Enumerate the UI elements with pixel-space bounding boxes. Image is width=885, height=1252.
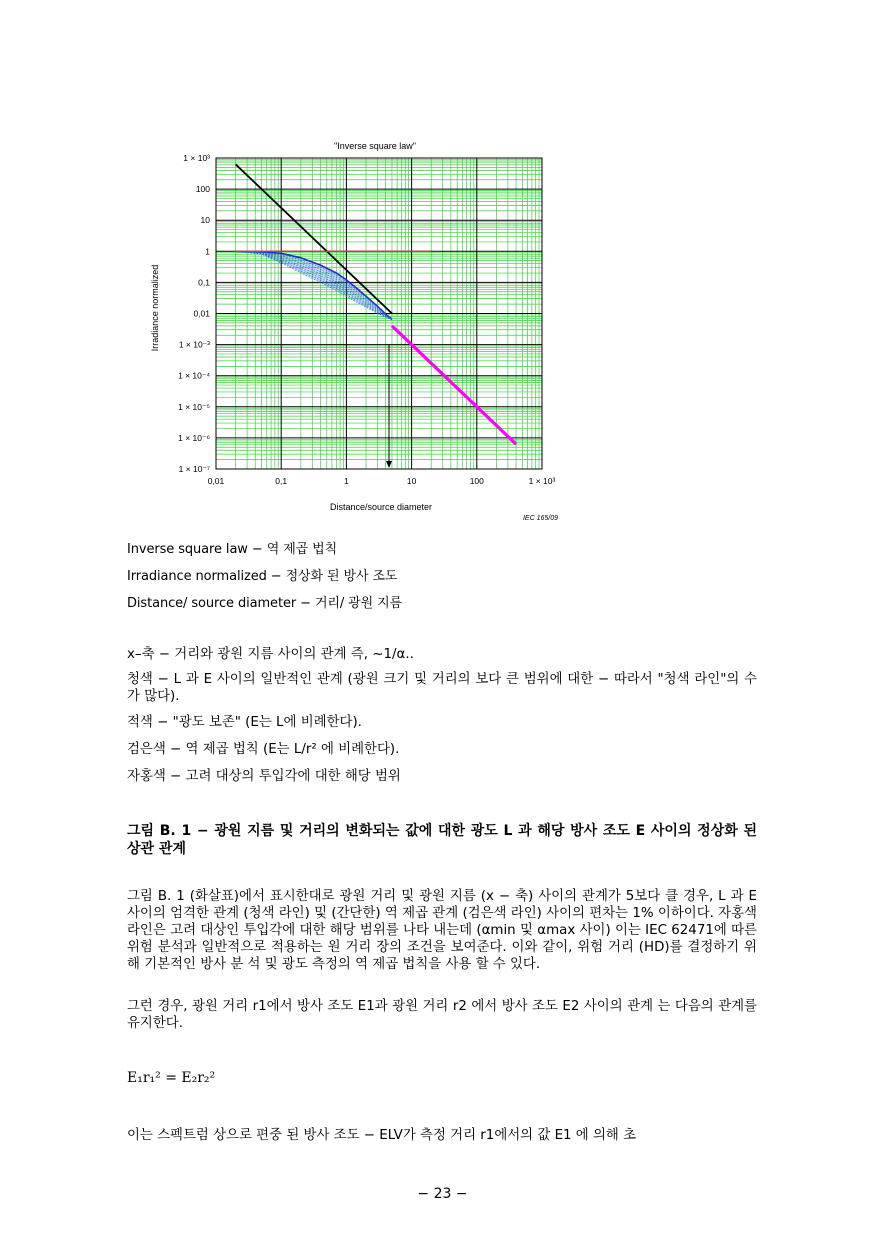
translation-line-1: Inverse square law − 역 제곱 법칙 (127, 542, 338, 557)
y-tick-label: 1 × 10³ (183, 153, 210, 163)
chart-title: "Inverse square law" (334, 141, 416, 151)
legend-blue: 청색 − L 과 E 사이의 일반적인 관계 (광원 크기 및 거리의 보다 큰 범위에 대한 − 따라서 "청색 라인"의 수가 많다). (127, 672, 757, 704)
y-tick-label: 1 × 10⁻⁴ (177, 370, 210, 381)
x-tick-label: 0,1 (275, 476, 288, 486)
y-tick-label: 100 (195, 184, 210, 195)
x-axis-label: Distance/source diameter (329, 502, 433, 512)
x-tick-label: 0,01 (207, 476, 225, 486)
x-tick-label: 1 × 10³ (528, 476, 556, 486)
page-number: − 23 − (417, 1186, 468, 1202)
translation-line-2: Irradiance normalized − 정상화 된 방사 조도 (127, 569, 398, 584)
plot-area (178, 153, 556, 486)
source-note: IEC 165/09 (522, 515, 558, 522)
y-tick-label: 0,1 (198, 277, 210, 288)
x-tick-label: 100 (469, 476, 484, 486)
y-tick-label: 1 × 10⁻⁶ (178, 432, 210, 443)
legend-magenta: 자홍색 − 고려 대상의 투입각에 대한 해당 범위 (127, 769, 401, 784)
y-tick-label: 1 (205, 246, 210, 257)
legend-black: 검은색 − 역 제곱 법칙 (E는 L/r² 에 비례한다). (127, 742, 400, 757)
y-axis-label: Irradiance normalized (150, 264, 160, 352)
legend-red: 적색 − "광도 보존" (E는 L에 비례한다). (127, 715, 362, 730)
y-tick-label: 1 × 10⁻⁷ (178, 464, 210, 474)
series-line (236, 164, 392, 313)
legend-x-axis: x–축 − 거리와 광원 지름 사이의 관계 즉, ~1/α.. (127, 647, 414, 662)
arrow-head (386, 461, 392, 468)
translation-line-3: Distance/ source diameter − 거리/ 광원 지름 (127, 596, 403, 611)
x-tick-label: 1 (344, 476, 349, 486)
body-paragraph-2: 그런 경우, 광원 거리 r1에서 방사 조도 E1과 광원 거리 r2 에서 방사 조도 E2 사이의 관계 는 다음의 관계를 유지한다. (127, 999, 757, 1031)
formula: E₁r₁² = E₂r₂² (127, 1070, 216, 1086)
body-paragraph-3: 이는 스펙트럼 상으로 편중 된 방사 조도 − ELV가 측정 거리 r1에서의 값 E1 에 의해 초 (127, 1128, 637, 1143)
y-tick-label: 0,01 (193, 308, 210, 319)
irradiance-chart (148, 136, 568, 526)
y-tick-label: 1 × 10⁻³ (178, 339, 210, 350)
y-tick-label: 10 (200, 215, 210, 226)
body-paragraph-1: 그림 B. 1 (화살표)에서 표시한대로 광원 거리 및 광원 지름 (x − 축) 사이의 관계가 5보다 클 경우, L 과 E 사이의 엄격한 관계 (청색 라인) 및 (간단한) 역 제곱 관계 (검은색 라인) 사이의 편차는 1% 이하이다. 자홍색 라인은 고려 대상인 투입각에 대한 해당 범위를 나타 내는데 (αmin 및 αmax 사이) 이는 IEC 62471에 따른 위험 분석과 일반적으로 적용하는 원 거리 장의 조건을 보여준다. 이와 같이, 위험 거리 (HD)를 결정하기 위해 기본적인 방사 분 석 및 광도 측정의 역 제곱 법칙을 사용 할 수 있다. (127, 889, 757, 972)
figure-caption: 그림 B. 1 − 광원 지름 및 거리의 변화되는 값에 대한 광도 L 과 해당 방사 조도 E 사이의 정상화 된 상관 관계 (127, 823, 757, 857)
y-tick-label: 1 × 10⁻⁵ (178, 401, 210, 412)
x-tick-label: 10 (406, 476, 417, 486)
